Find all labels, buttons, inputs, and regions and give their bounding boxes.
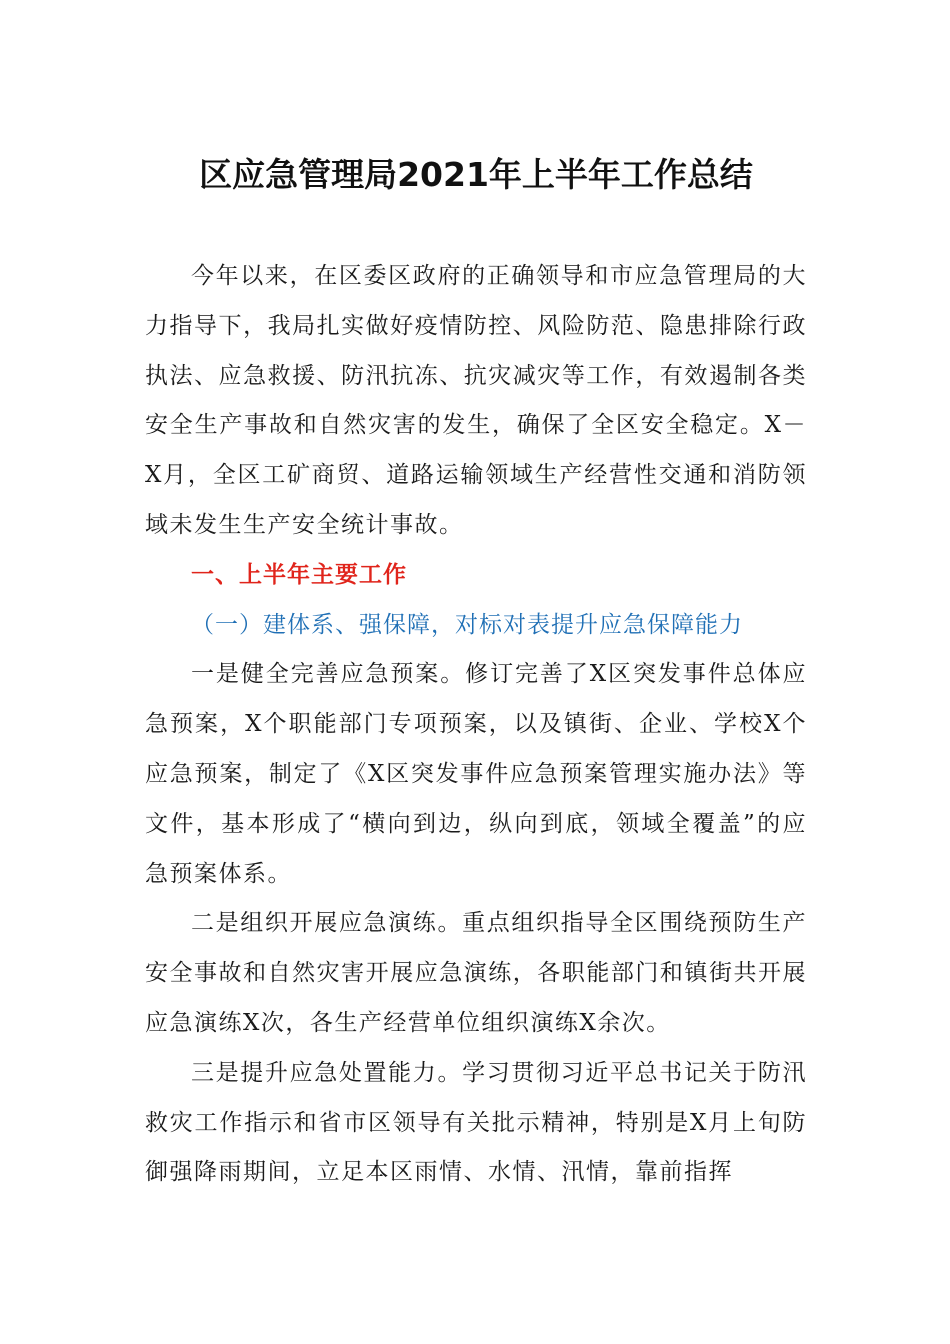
paragraph-emergency-plans: 一是健全完善应急预案。修订完善了X区突发事件总体应急预案，X个职能部门专项预案，以及镇街、企业、学校X个应急预案，制定了《X区突发事件应急预案管理实施办法》等文件，基本形成了“横向到边，纵向到底，领域全覆盖”的应急预案体系。 [145,661,807,887]
subsection-heading-system-guarantee: （一）建体系、强保障，对标对表提升应急保障能力 [191,611,743,638]
intro-paragraph: 今年以来，在区委区政府的正确领导和市应急管理局的大力指导下，我局扎实做好疫情防控、风险防范、隐患排除行政执法、应急救援、防汛抗冻、抗灾减灾等工作，有效遏制各类安全生产事故和自然灾害的发生，确保了全区安全稳定。X－X月，全区工矿商贸、道路运输领域生产经营性交通和消防领域未发生生产安全统计事故。 [145,263,807,538]
paragraph-emergency-drills: 二是组织开展应急演练。重点组织指导全区围绕预防生产安全事故和自然灾害开展应急演练，各职能部门和镇街共开展应急演练X次，各生产经营单位组织演练X余次。 [145,910,807,1036]
section-heading-main-work: 一、上半年主要工作 [191,561,407,588]
document-title: 区应急管理局2021年上半年工作总结 [199,155,753,194]
document-body [145,150,807,1198]
paragraph-emergency-response: 三是提升应急处置能力。学习贯彻习近平总书记关于防汛救灾工作指示和省市区领导有关批示精神，特别是X月上旬防御强降雨期间，立足本区雨情、水情、汛情，靠前指挥 [145,1059,807,1186]
